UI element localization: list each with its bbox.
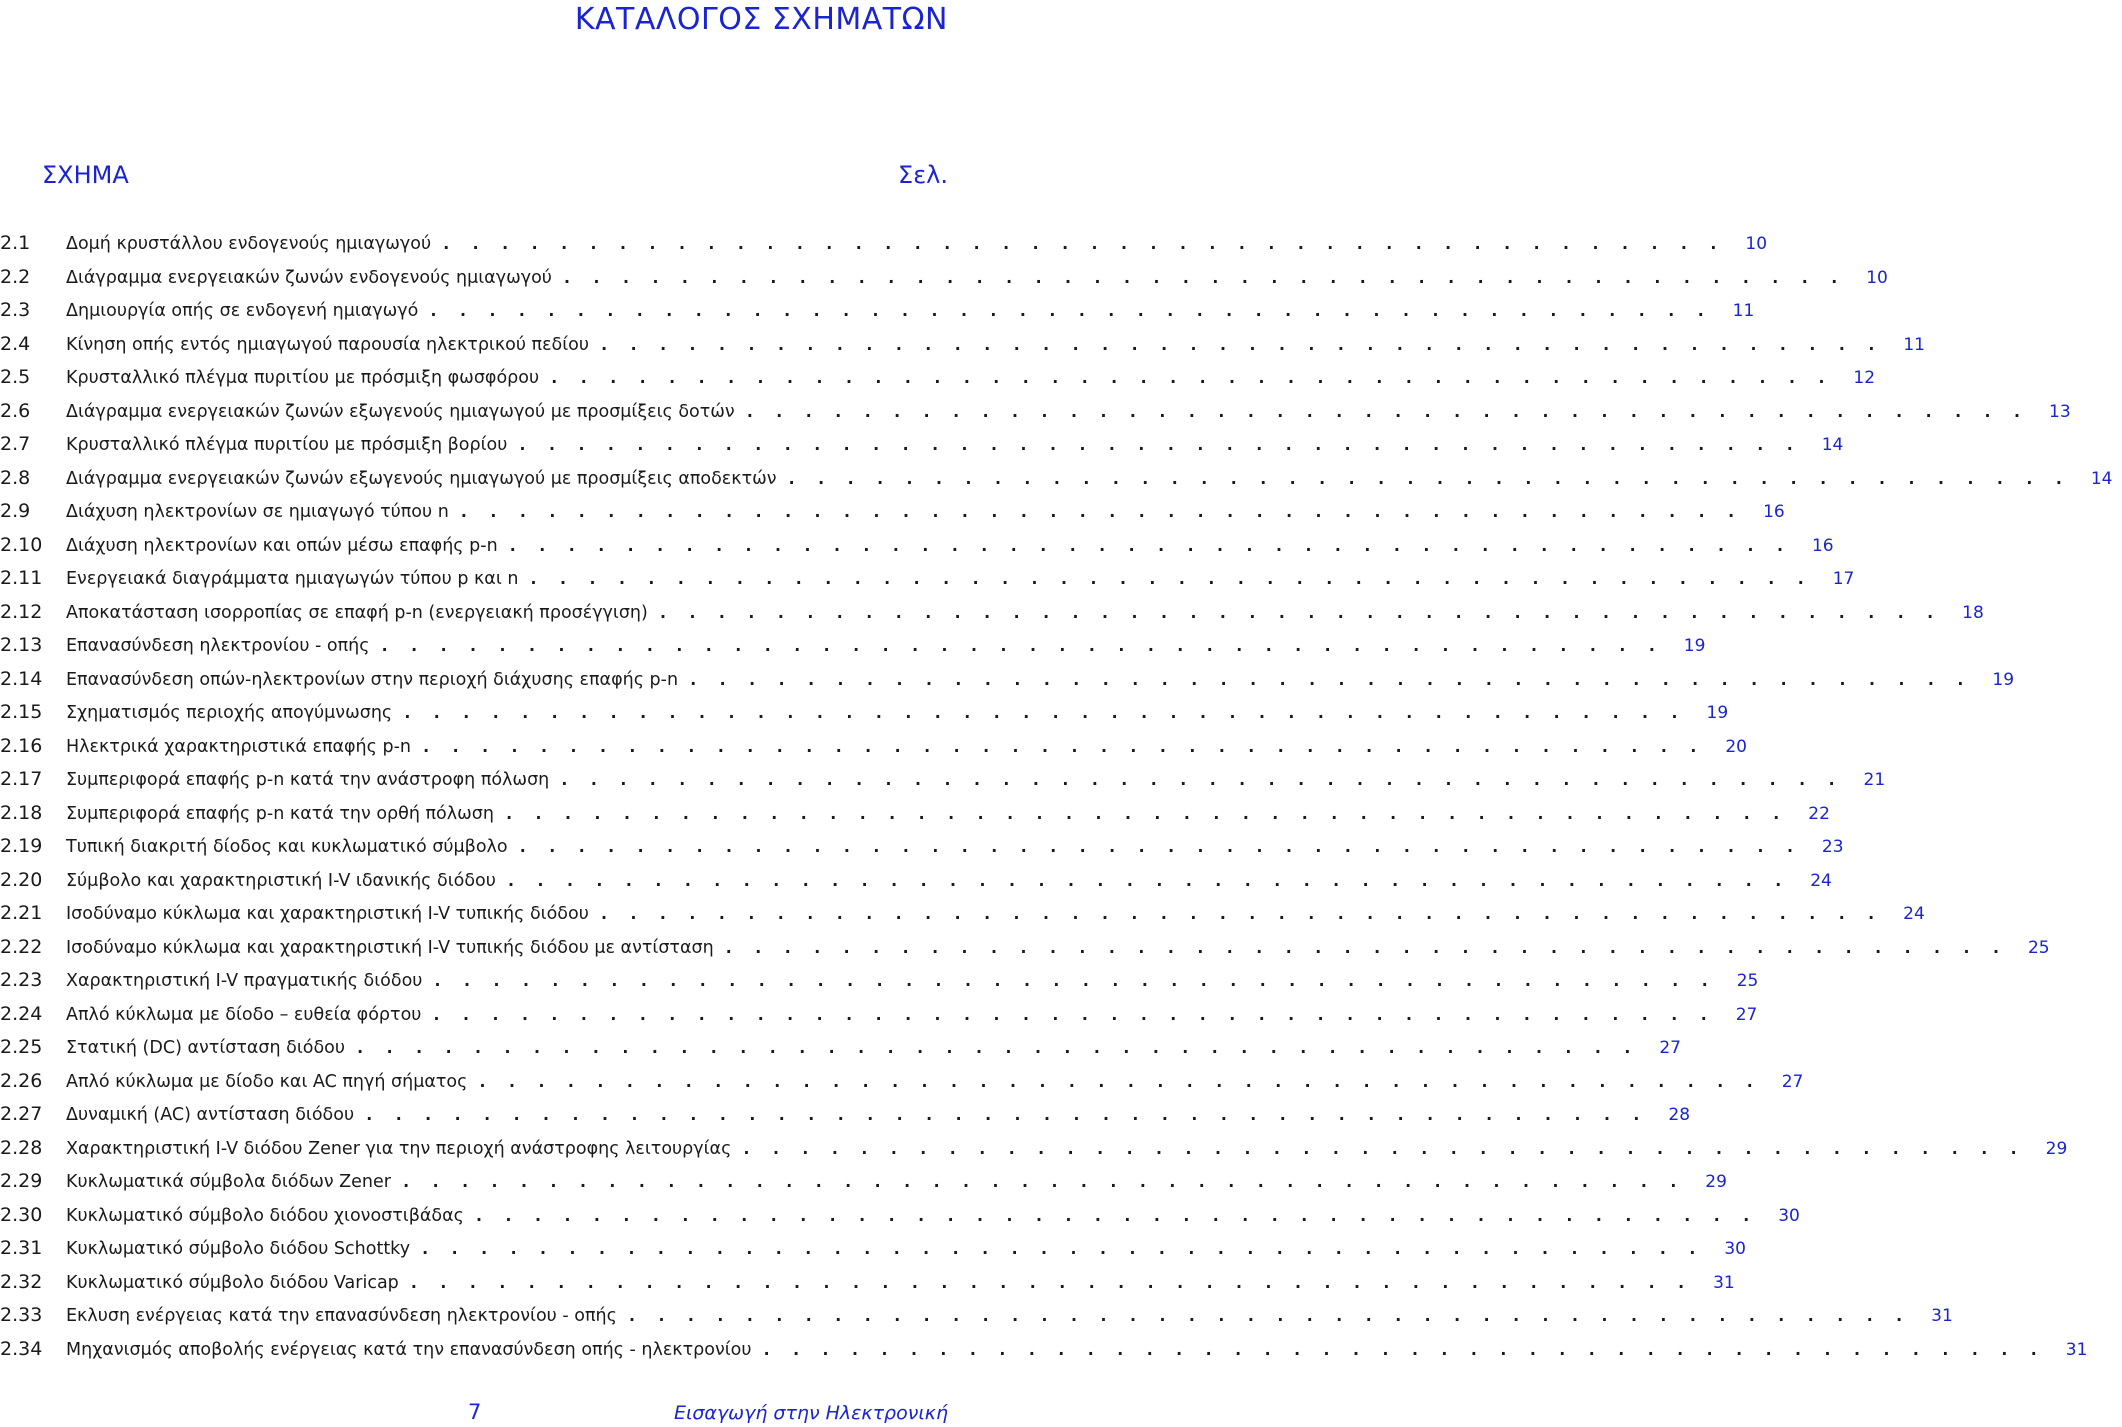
dot-leader: . . . . . . . . . . . . . . . . . . . . . . . . . . . . . . . . . . . . . . . . . . . . [477,1071,1760,1092]
page-number-link[interactable]: 19 [1706,703,1729,723]
figure-title: Διάγραμμα ενεργειακών ζωνών ενδογενούς ημιαγωγού [66,267,552,288]
toc-entry[interactable] [0,830,1844,864]
figure-number: 2.17 [0,768,43,790]
dot-leader: . . . . . . . . . . . . . . . . . . . . . . . . . . . . . . . . . . . . . . . . . . . . [473,1205,1756,1226]
figure-title: Ισοδύναμο κύκλωμα και χαρακτηριστική I-V τυπικής διόδου [66,904,589,924]
figure-number: 2.31 [0,1237,43,1259]
dot-leader: . . . . . . . . . . . . . . . . . . . . . . . . . . . . . . . . . . . . . . . . . . . . [505,870,1788,891]
figure-number: 2.8 [0,466,31,489]
figure-number: 2.6 [0,399,31,422]
toc-entry[interactable] [0,1165,1727,1199]
dot-leader: . . . . . . . . . . . . . . . . . . . . . . . . . . . . . . . . . . . . . . . . . . . . [744,401,2027,422]
figure-title: Διάγραμμα ενεργειακών ζωνών εξωγενούς ημιαγωγού με προσμίξεις δοτών [66,401,735,422]
page-number-link[interactable]: 29 [1705,1172,1727,1192]
figure-title: Δημιουργία οπής σε ενδογενή ημιαγωγό [66,301,419,321]
figure-title: Σχηματισμός περιοχής απογύμνωσης [66,703,393,723]
figure-number: 2.28 [0,1136,43,1159]
figure-title: Κυκλωματικό σύμβολο διόδου Varicap [66,1272,399,1293]
dot-leader: . . . . . . . . . . . . . . . . . . . . . . . . . . . . . . . . . . . . . . . . . . . . [431,1004,1714,1025]
figure-number: 2.9 [0,500,31,522]
page-number-link[interactable]: 31 [1931,1306,1953,1326]
figure-number: 2.24 [0,1002,43,1025]
page-number-link[interactable]: 22 [1808,803,1830,824]
figure-number: 2.27 [0,1103,43,1125]
page-number-link[interactable]: 27 [1659,1038,1681,1058]
toc-entry[interactable] [0,261,1888,295]
page-number-link[interactable]: 18 [1962,602,1984,623]
dot-leader: . . . . . . . . . . . . . . . . . . . . . . . . . . . . . . . . . . . . . . . . . . . . [723,937,2006,958]
toc-entry[interactable] [0,562,1855,596]
toc-entry[interactable] [0,696,1729,730]
figure-number: 2.7 [0,433,31,455]
page-number-link[interactable]: 30 [1724,1239,1746,1259]
page-number-link[interactable]: 27 [1781,1071,1804,1092]
figure-number: 2.19 [0,835,43,857]
page-number-link[interactable]: 27 [1735,1004,1758,1025]
dot-leader: . . . . . . . . . . . . . . . . . . . . . . . . . . . . . . . . . . . . . . . . . . . . [402,703,1685,723]
toc-entry[interactable] [0,328,1925,362]
dot-leader: . . . . . . . . . . . . . . . . . . . . . . . . . . . . . . . . . . . . . . . . . . . . [657,602,1940,623]
page-number-link[interactable]: 14 [1821,435,1844,455]
page-number-link[interactable]: 25 [1736,971,1759,991]
page-number-link[interactable]: 10 [1745,234,1768,254]
figure-title: Τυπική διακριτή δίοδος και κυκλωματικό σύμβολο [66,837,508,857]
footer-page-number: 7 [468,1400,482,1424]
dot-leader: . . . . . . . . . . . . . . . . . . . . . . . . . . . . . . . . . . . . . . . . . . . . [786,468,2069,489]
figure-title: Αποκατάσταση ισορροπίας σε επαφή p-n (ενεργειακή προσέγγιση) [66,602,648,623]
figure-title: Συμπεριφορά επαφής p-n κατά την ανάστροφη πόλωση [66,770,550,790]
dot-leader: . . . . . . . . . . . . . . . . . . . . . . . . . . . . . . . . . . . . . . . . . . . . [761,1339,2044,1360]
dot-leader: . . . . . . . . . . . . . . . . . . . . . . . . . . . . . . . . . . . . . . . . . . . . [421,736,1703,757]
toc-entry[interactable] [0,1299,1953,1333]
list-of-figures [0,227,2113,1366]
figure-number: 2.30 [0,1203,43,1226]
dot-leader: . . . . . . . . . . . . . . . . . . . . . . . . . . . . . . . . . . . . . . . . . . . . [428,301,1711,321]
figure-number: 2.23 [0,969,43,991]
figure-number: 2.10 [0,533,43,556]
figure-title: Κίνηση οπής εντός ημιαγωγού παρουσία ηλεκτρικού πεδίου [66,334,590,355]
figure-title: Δομή κρυστάλλου ενδογενούς ημιαγωγού [66,234,432,254]
figure-number: 2.5 [0,366,31,388]
toc-entry[interactable] [0,730,1747,764]
figure-number: 2.4 [0,332,31,355]
page-number-link[interactable]: 16 [1811,535,1834,556]
figure-title: Κρυσταλλικό πλέγμα πυριτίου με πρόσμιξη βορίου [66,435,508,455]
toc-entry[interactable] [0,897,1925,931]
toc-entry[interactable] [0,797,1830,831]
figure-title: Διάγραμμα ενεργειακών ζωνών εξωγενούς ημιαγωγού με προσμίξεις αποδεκτών [66,468,777,489]
dot-leader: . . . . . . . . . . . . . . . . . . . . . . . . . . . . . . . . . . . . . . . . . . . . [379,636,1662,656]
toc-entry[interactable] [0,1199,1800,1233]
figure-title: Κρυσταλλικό πλέγμα πυριτίου με πρόσμιξη φωσφόρου [66,368,540,388]
toc-entry[interactable] [0,361,1876,395]
page-number-link[interactable]: 19 [1992,669,2015,690]
figure-title: Ηλεκτρικά χαρακτηριστικά επαφής p-n [66,736,412,757]
toc-entry[interactable] [0,529,1834,563]
figure-title: Ενεργειακά διαγράμματα ημιαγωγών τύπου p και n [66,569,519,589]
dot-leader: . . . . . . . . . . . . . . . . . . . . . . . . . . . . . . . . . . . . . . . . . . . . [441,234,1724,254]
dot-leader: . . . . . . . . . . . . . . . . . . . . . . . . . . . . . . . . . . . . . . . . . . . . [528,569,1811,589]
figure-title: Κυκλωματικό σύμβολο διόδου Schottky [66,1239,411,1259]
toc-entry[interactable] [0,1098,1691,1132]
toc-entry[interactable] [0,495,1785,529]
page-column-heading: Σελ. [898,161,948,189]
page-number-link[interactable]: 10 [1866,267,1888,288]
page-number-link[interactable]: 31 [1713,1272,1735,1293]
toc-entry[interactable] [0,428,1844,462]
page-number-link[interactable]: 24 [1903,904,1925,924]
figure-number: 2.12 [0,600,43,623]
figure-number: 2.18 [0,801,43,824]
figure-title: Διάχυση ηλεκτρονίων και οπών μέσω επαφής p-n [66,535,498,556]
toc-entry[interactable] [0,931,2050,965]
figure-title: Δυναμική (AC) αντίσταση διόδου [66,1105,355,1125]
figure-number: 2.21 [0,902,43,924]
toc-entry[interactable] [0,1132,2068,1166]
figure-number: 2.32 [0,1270,43,1293]
toc-entry[interactable] [0,462,2113,496]
figure-title: Χαρακτηριστική I-V πραγματικής διόδου [66,971,423,991]
figure-title: Στατική (DC) αντίσταση διόδου [66,1038,346,1058]
toc-entry[interactable] [0,864,1832,898]
dot-leader: . . . . . . . . . . . . . . . . . . . . . . . . . . . . . . . . . . . . . . . . . . . . [599,334,1881,355]
dot-leader: . . . . . . . . . . . . . . . . . . . . . . . . . . . . . . . . . . . . . . . . . . . . [507,535,1790,556]
toc-entry[interactable] [0,1333,2088,1367]
dot-leader: . . . . . . . . . . . . . . . . . . . . . . . . . . . . . . . . . . . . . . . . . . . . [432,971,1715,991]
toc-entry[interactable] [0,1266,1735,1300]
figure-number: 2.15 [0,701,43,723]
page-number-link[interactable]: 21 [1863,770,1886,790]
figure-number: 2.34 [0,1337,43,1360]
dot-leader: . . . . . . . . . . . . . . . . . . . . . . . . . . . . . . . . . . . . . . . . . . . . [458,502,1741,522]
dot-leader: . . . . . . . . . . . . . . . . . . . . . . . . . . . . . . . . . . . . . . . . . . . . [517,435,1800,455]
dot-leader: . . . . . . . . . . . . . . . . . . . . . . . . . . . . . . . . . . . . . . . . . . . . [355,1038,1637,1058]
toc-entry[interactable] [0,964,1759,998]
toc-entry[interactable] [0,1031,1681,1065]
footer-book-title: Εισαγωγή στην Ηλεκτρονική [673,1402,948,1424]
toc-entry[interactable] [0,763,1886,797]
dot-leader: . . . . . . . . . . . . . . . . . . . . . . . . . . . . . . . . . . . . . . . . . . . . [626,1306,1909,1326]
page-number-link[interactable]: 14 [2090,468,2113,489]
figure-number: 2.20 [0,868,43,891]
toc-entry[interactable] [0,998,1758,1032]
toc-entry[interactable] [0,227,1768,261]
dot-leader: . . . . . . . . . . . . . . . . . . . . . . . . . . . . . . . . . . . . . . . . . . . . [549,368,1832,388]
page-number-link[interactable]: 11 [1903,334,1925,355]
figure-number: 2.3 [0,299,31,321]
dot-leader: . . . . . . . . . . . . . . . . . . . . . . . . . . . . . . . . . . . . . . . . . . . . [364,1105,1647,1125]
dot-leader: . . . . . . . . . . . . . . . . . . . . . . . . . . . . . . . . . . . . . . . . . . . . [559,770,1842,790]
toc-entry[interactable] [0,294,1755,328]
page-number-link[interactable]: 25 [2027,937,2050,958]
page-title: ΚΑΤΑΛΟΓΟΣ ΣΧΗΜΑΤΩΝ [574,2,948,37]
page-number-link[interactable]: 16 [1763,502,1785,522]
page-number-link[interactable]: 23 [1821,837,1844,857]
toc-entry[interactable] [0,1065,1804,1099]
figure-title: Απλό κύκλωμα με δίοδο και AC πηγή σήματος [66,1071,468,1092]
figure-title: Επανασύνδεση οπών-ηλεκτρονίων στην περιοχή διάχυσης επαφής p-n [66,669,679,690]
toc-entry[interactable] [0,596,1984,630]
figure-number: 2.14 [0,667,43,690]
figure-number: 2.33 [0,1304,43,1326]
toc-entry[interactable] [0,663,2015,697]
dot-leader: . . . . . . . . . . . . . . . . . . . . . . . . . . . . . . . . . . . . . . . . . . . . [741,1138,2024,1159]
figure-number: 2.13 [0,634,43,656]
figure-number: 2.22 [0,935,43,958]
page-number-link[interactable]: 19 [1683,636,1706,656]
page-number-link[interactable]: 24 [1810,870,1832,891]
figure-title: Μηχανισμός αποβολής ενέργειας κατά την επανασύνδεση οπής - ηλεκτρονίου [66,1339,752,1360]
dot-leader: . . . . . . . . . . . . . . . . . . . . . . . . . . . . . . . . . . . . . . . . . . . . [420,1239,1702,1259]
figure-title: Κυκλωματικό σύμβολο διόδου χιονοστιβάδας [66,1205,464,1226]
figure-title: Κυκλωματικά σύμβολα διόδων Zener [66,1172,391,1192]
dot-leader: . . . . . . . . . . . . . . . . . . . . . . . . . . . . . . . . . . . . . . . . . . . . [688,669,1971,690]
page-number-link[interactable]: 20 [1725,736,1747,757]
figure-title: Διάχυση ηλεκτρονίων σε ημιαγωγό τύπου n [66,502,449,522]
figure-number: 2.1 [0,232,31,254]
dot-leader: . . . . . . . . . . . . . . . . . . . . . . . . . . . . . . . . . . . . . . . . . . . . [561,267,1844,288]
figure-number: 2.29 [0,1170,43,1192]
page-number-link[interactable]: 17 [1832,569,1855,589]
figure-title: Σύμβολο και χαρακτηριστική I-V ιδανικής διόδου [66,870,496,891]
figure-title: Απλό κύκλωμα με δίοδο – ευθεία φόρτου [66,1004,422,1025]
figure-number: 2.2 [0,265,31,288]
toc-entry[interactable] [0,395,2071,429]
figure-column-heading: ΣΧΗΜΑ [42,161,129,189]
figure-number: 2.16 [0,734,43,757]
figure-number: 2.25 [0,1036,43,1058]
dot-leader: . . . . . . . . . . . . . . . . . . . . . . . . . . . . . . . . . . . . . . . . . . . . [598,904,1881,924]
dot-leader: . . . . . . . . . . . . . . . . . . . . . . . . . . . . . . . . . . . . . . . . . . . . [408,1272,1691,1293]
page-number-link[interactable]: 29 [2045,1138,2068,1159]
toc-entry[interactable] [0,629,1706,663]
figure-title: Εκλυση ενέργειας κατά την επανασύνδεση ηλεκτρονίου - οπής [66,1306,617,1326]
figure-title: Συμπεριφορά επαφής p-n κατά την ορθή πόλωση [66,803,494,824]
toc-entry[interactable] [0,1232,1746,1266]
page-number-link[interactable]: 30 [1778,1205,1800,1226]
page-number-link[interactable]: 31 [2065,1339,2088,1360]
page-number-link[interactable]: 28 [1668,1105,1691,1125]
figure-number: 2.26 [0,1069,43,1092]
figure-title: Ισοδύναμο κύκλωμα και χαρακτηριστική I-V τυπικής διόδου με αντίσταση [66,937,714,958]
figure-title: Επανασύνδεση ηλεκτρονίου - οπής [66,636,370,656]
page-number-link[interactable]: 12 [1853,368,1876,388]
dot-leader: . . . . . . . . . . . . . . . . . . . . . . . . . . . . . . . . . . . . . . . . . . . . [517,837,1800,857]
dot-leader: . . . . . . . . . . . . . . . . . . . . . . . . . . . . . . . . . . . . . . . . . . . . [401,1172,1683,1192]
figure-title: Χαρακτηριστική I-V διόδου Zener για την περιοχή ανάστροφης λειτουργίας [66,1138,732,1159]
figure-number: 2.11 [0,567,43,589]
page-number-link[interactable]: 11 [1732,301,1755,321]
dot-leader: . . . . . . . . . . . . . . . . . . . . . . . . . . . . . . . . . . . . . . . . . . . . [503,803,1786,824]
page-number-link[interactable]: 13 [2049,401,2071,422]
